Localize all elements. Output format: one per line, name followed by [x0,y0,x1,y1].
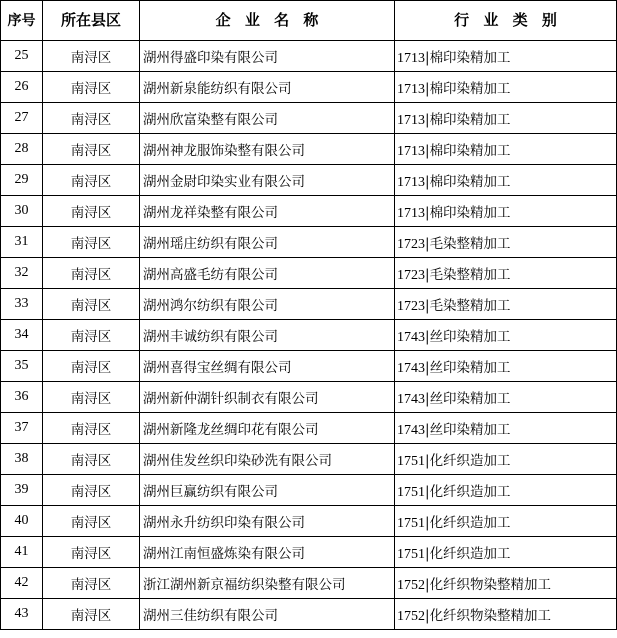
row-industry [395,41,617,72]
row-district: 南浔区 [43,103,140,134]
industry-name: 化纤织造加工 [429,483,511,500]
table-row [1,475,617,506]
table-row [1,382,617,413]
row-company: 湖州丰诚纺织有限公司 [140,320,395,351]
table-row [1,72,617,103]
row-company: 浙江湖州新京福纺织染整有限公司 [140,568,395,599]
row-industry [395,475,617,506]
table-row [1,134,617,165]
table-row [1,196,617,227]
row-industry [395,568,617,599]
table-row [1,506,617,537]
industry-name: 毛染整精加工 [429,235,511,252]
table-row [1,289,617,320]
row-seq: 36 [1,382,43,413]
row-district: 南浔区 [43,568,140,599]
header-district: 所在县区 [43,1,140,41]
row-district: 南浔区 [43,72,140,103]
row-seq: 34 [1,320,43,351]
row-industry [395,134,617,165]
row-company: 湖州巨赢纺织有限公司 [140,475,395,506]
industry-code: 1713 [397,81,425,97]
table-row [1,413,617,444]
row-company: 湖州新仲湖针织制衣有限公司 [140,382,395,413]
industry-name: 丝印染精加工 [429,421,511,438]
row-seq: 31 [1,227,43,258]
row-seq: 30 [1,196,43,227]
industry-separator: | [425,49,430,66]
row-company: 湖州新泉能纺织有限公司 [140,72,395,103]
row-seq: 39 [1,475,43,506]
row-seq: 27 [1,103,43,134]
industry-separator: | [425,204,430,221]
row-district: 南浔区 [43,196,140,227]
table-row [1,41,617,72]
row-district: 南浔区 [43,537,140,568]
industry-code: 1743 [397,422,425,438]
row-company: 湖州欣富染整有限公司 [140,103,395,134]
industry-separator: | [425,359,430,376]
industry-separator: | [425,297,430,314]
table-body [1,41,617,630]
row-seq: 28 [1,134,43,165]
row-company: 湖州佳发丝织印染砂洗有限公司 [140,444,395,475]
industry-separator: | [425,142,430,159]
header-industry-label: 行 业 类 别 [454,11,557,29]
industry-code: 1743 [397,329,425,345]
industry-code: 1751 [397,453,425,469]
industry-code: 1713 [397,112,425,128]
industry-code: 1751 [397,546,425,562]
industry-code: 1723 [397,298,425,314]
row-seq: 41 [1,537,43,568]
industry-code: 1752 [397,577,425,593]
row-industry [395,413,617,444]
header-seq-label: 序号 [7,12,36,29]
industry-name: 棉印染精加工 [429,111,511,128]
row-seq: 29 [1,165,43,196]
row-company: 湖州得盛印染有限公司 [140,41,395,72]
row-seq: 33 [1,289,43,320]
row-industry [395,196,617,227]
row-seq: 38 [1,444,43,475]
row-district: 南浔区 [43,475,140,506]
industry-code: 1743 [397,360,425,376]
industry-code: 1713 [397,50,425,66]
industry-separator: | [425,266,430,283]
row-seq: 43 [1,599,43,630]
row-seq: 35 [1,351,43,382]
header-company-label: 企 业 名 称 [215,11,319,29]
row-seq: 25 [1,41,43,72]
table-row [1,165,617,196]
table-row [1,444,617,475]
industry-name: 棉印染精加工 [429,173,511,190]
row-district: 南浔区 [43,134,140,165]
industry-name: 化纤织造加工 [429,514,511,531]
row-company: 湖州金尉印染实业有限公司 [140,165,395,196]
row-company: 湖州瑶庄纺织有限公司 [140,227,395,258]
industry-name: 丝印染精加工 [429,359,511,376]
row-district: 南浔区 [43,413,140,444]
industry-name: 丝印染精加工 [429,390,511,407]
header-company [140,1,395,41]
row-industry [395,289,617,320]
industry-name: 毛染整精加工 [429,297,511,314]
row-industry [395,258,617,289]
industry-separator: | [425,111,430,128]
industry-separator: | [425,173,430,190]
table-row [1,103,617,134]
industry-code: 1723 [397,267,425,283]
industry-code: 1752 [397,608,425,624]
row-seq: 32 [1,258,43,289]
row-company: 湖州三佳纺织有限公司 [140,599,395,630]
row-industry [395,165,617,196]
row-district: 南浔区 [43,444,140,475]
row-industry [395,320,617,351]
industry-code: 1751 [397,484,425,500]
row-company: 湖州永升纺织印染有限公司 [140,506,395,537]
industry-code: 1751 [397,515,425,531]
industry-separator: | [425,235,430,252]
row-district: 南浔区 [43,289,140,320]
industry-code: 1743 [397,391,425,407]
row-industry [395,537,617,568]
row-district: 南浔区 [43,320,140,351]
industry-name: 棉印染精加工 [429,49,511,66]
row-industry [395,599,617,630]
industry-separator: | [425,545,430,562]
row-industry [395,444,617,475]
table-row [1,227,617,258]
industry-separator: | [425,421,430,438]
row-district: 南浔区 [43,165,140,196]
row-company: 湖州神龙服饰染整有限公司 [140,134,395,165]
row-district: 南浔区 [43,41,140,72]
row-company: 湖州喜得宝丝绸有限公司 [140,351,395,382]
row-seq: 42 [1,568,43,599]
industry-name: 棉印染精加工 [429,80,511,97]
table-row [1,599,617,630]
industry-code: 1713 [397,205,425,221]
row-district: 南浔区 [43,258,140,289]
row-company: 湖州龙祥染整有限公司 [140,196,395,227]
industry-code: 1723 [397,236,425,252]
row-district: 南浔区 [43,227,140,258]
header-seq [1,1,43,41]
row-district: 南浔区 [43,382,140,413]
industry-name: 化纤织物染整精加工 [429,607,552,624]
row-industry [395,103,617,134]
row-industry [395,227,617,258]
industry-name: 棉印染精加工 [429,204,511,221]
row-company: 湖州鸿尔纺织有限公司 [140,289,395,320]
industry-separator: | [425,328,430,345]
row-seq: 37 [1,413,43,444]
row-company: 湖州新隆龙丝绸印花有限公司 [140,413,395,444]
row-industry [395,351,617,382]
industry-code: 1713 [397,143,425,159]
industry-separator: | [425,576,430,593]
industry-separator: | [425,607,430,624]
row-industry [395,72,617,103]
table-row [1,320,617,351]
table-row [1,258,617,289]
row-district: 南浔区 [43,599,140,630]
industry-separator: | [425,514,430,531]
industry-name: 化纤织物染整精加工 [429,576,552,593]
industry-name: 化纤织造加工 [429,452,511,469]
header-industry [395,1,617,41]
industry-name: 化纤织造加工 [429,545,511,562]
row-seq: 26 [1,72,43,103]
row-district: 南浔区 [43,506,140,537]
row-industry [395,382,617,413]
row-company: 湖州高盛毛纺有限公司 [140,258,395,289]
industry-separator: | [425,390,430,407]
industry-separator: | [425,452,430,469]
table-row [1,568,617,599]
industry-separator: | [425,80,430,97]
row-district: 南浔区 [43,351,140,382]
row-seq: 40 [1,506,43,537]
industry-name: 棉印染精加工 [429,142,511,159]
industry-name: 丝印染精加工 [429,328,511,345]
table-row [1,351,617,382]
industry-code: 1713 [397,174,425,190]
row-company: 湖州江南恒盛炼染有限公司 [140,537,395,568]
industry-name: 毛染整精加工 [429,266,511,283]
table-row [1,537,617,568]
industry-separator: | [425,483,430,500]
table-header-row [1,1,617,41]
row-industry [395,506,617,537]
